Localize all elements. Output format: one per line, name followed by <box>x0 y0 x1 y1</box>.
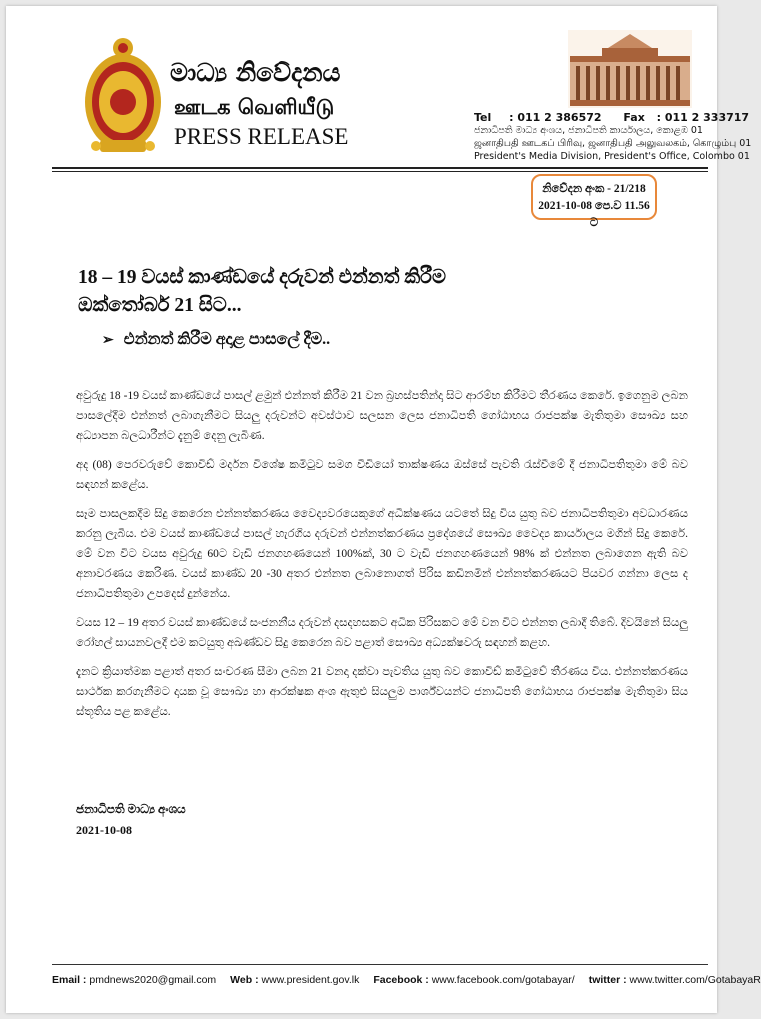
subheading <box>102 331 330 349</box>
email-link[interactable]: pmdnews2020@gmail.com <box>89 974 217 986</box>
footer-twitter: twitter : www.twitter.com/GotabayaR <box>588 974 761 986</box>
address-english: President's Media Division, President's Office, Colombo 01 <box>474 151 750 162</box>
headline-line-1: 18 – 19 වයස් කාණ්ඩයේ දරුවන් එන්නත් කිරීම <box>78 267 446 288</box>
facebook-link[interactable]: www.facebook.com/gotabayar/ <box>431 974 575 986</box>
twitter-link[interactable]: www.twitter.com/GotabayaR <box>629 974 761 986</box>
arrow-bullet-icon: ➢ <box>102 333 114 348</box>
subheading-text: එන්නත් කිරීම අදාළ පාසලේ දීම.. <box>123 331 331 348</box>
web-link[interactable]: www.president.gov.lk <box>261 974 360 986</box>
paragraph-2: අද (08) පෙරවරුවේ කොවිඩ් මර්දන විශේෂ කමිටුව සමග වීඩියෝ තාක්ෂණය ඔස්සේ පැවති රැස්වීමේ දී ජනාධිපතිතුමා මේ බව සඳහන් කළේය. <box>76 459 688 491</box>
headline <box>78 264 638 320</box>
headline-line-2: ඔක්තෝබර් 21 සිට... <box>78 295 242 316</box>
phone-fax-line: Tel : 011 2 386572 Fax : 011 2 333717 <box>474 111 750 124</box>
presidential-building-icon <box>568 30 692 108</box>
fax-number: : 011 2 333717 <box>656 111 750 124</box>
reference-box <box>531 174 657 229</box>
phone-number: : 011 2 386572 <box>509 111 602 124</box>
paragraph-3: සෑම පාසලකදීම සිදු කෙරෙන එන්නත්කරණය වෛද්‍යවරයෙකුගේ අධීක්ෂණය යටතේ සිදු විය යුතු බව ජනාධිපතිතුමා අවධාරණය කරනු ලැබීය. එම වයස් කාණ්ඩයේ පාසල් හැරගිය දරුවන් එන්නත්කරණය ප්‍රදේශයේ සෞඛ්‍ය වෛද්‍ය කාර්යාලය මගින් සිදු කෙරේ. මේ වන විට වයස අවුරුදු 60ට වැඩි ජනගහණයෙන් 100%ක්, 30 ට වැඩි ජනගහණයෙන් 98% ක් එන්නත ලබාගෙන ඇති බව අනාවරණය කෙරිණ. වයස් කාණ්ඩ 20 -30 අතර එන්නත ලබානොගත් පිරිස කඩිනමින් එන්නත්කරණයට පියවර ගන්නා ලෙස ද ජනාධිපතිතුමා උපදෙස් දුන්නේය. <box>76 508 688 600</box>
footer-facebook: Facebook : www.facebook.com/gotabayar/ <box>373 974 575 986</box>
footer-email: Email : pmdnews2020@gmail.com <box>52 974 217 986</box>
signature-block <box>76 799 186 841</box>
signature-date: 2021-10-08 <box>76 823 132 837</box>
title-tamil: ஊடக வெளியீடு <box>174 95 335 119</box>
title-english: PRESS RELEASE <box>174 124 349 149</box>
footer-divider <box>52 964 708 965</box>
paragraph-5: දැනට ක්‍රියාත්මක පළාත් අතර සංචරණ සීමා ලබන 21 වනදා දක්වා පැවතිය යුතු බව කොවිඩ් කමිටුවේ තීරණය විය. එන්නත්කරණය සාර්ථක කරගැනීමට දායක වූ සෞඛ්‍ය හා ආරක්ෂක අංශ ඇතුළු සියලුම පාර්ශ්වයන්ට ජනාධිපති ගෝඨාභය රාජපක්ෂ මැතිතුමා සිය ස්තූතිය පළ කළේය. <box>76 666 688 718</box>
article-body <box>76 386 688 731</box>
signature-office: ජනාධිපති මාධ්‍ය අංශය <box>76 802 186 816</box>
address-tamil: ஜனாதிபதி ஊடகப் பிரிவு, ஜனாதிபதி அலுவலகம், கொழும்பு 01 <box>474 138 752 149</box>
footer-web: Web : www.president.gov.lk <box>230 974 360 986</box>
reference-number: නිවේදන අංක - 21/218 <box>542 183 646 195</box>
reference-datetime: 2021-10-08 පෙ.ව 11.56 ට <box>538 200 650 229</box>
paragraph-4: වයස 12 – 19 අතර වයස් කාණ්ඩයේ සංජනනීය දරුවන් දසදහසකට අධික පිරිසකට මේ වන විට එන්නත ලබාදී තිබේ. දිවයිනේ සියලු රෝහල් සායනවලදී එම කටයුතු අඛණ්ඩව සිදු කෙරෙන බව පළාත් සෞඛ්‍ය අධ්‍යක්ෂවරු සඳහන් කළහ. <box>76 617 688 649</box>
address-sinhala: ජනාධිපති මාධ්‍ය අංශය, ජනාධිපති කාර්යාලය, කොළඹ 01 <box>474 125 703 136</box>
paragraph-1: අවුරුදු 18 -19 වයස් කාණ්ඩයේ පාසල් ළමුන් එන්නත් කිරීම 21 වන බ්‍රහස්පතින්දා සිට ආරම්භ කිරීමට තීරණය කෙරේ. ඉගෙනුම ලබන පාසලේදීම එන්නත් ලබාගැනීමට සියලු දරුවන්ට අවස්ථාව සලසන ලෙස ජනාධිපති ගෝඨාභය රාජපක්ෂ මැතිතුමා සෞඛ්‍ය සහ අධ්‍යාපන බලධාරීන්ට දැනුම් දෙනු ලැබිණ. <box>76 390 688 442</box>
footer <box>52 974 761 986</box>
contact-block <box>474 111 752 163</box>
header-divider-thin <box>52 171 708 172</box>
title-sinhala: මාධ්‍ය නිවේදනය <box>170 58 341 87</box>
sri-lanka-emblem-icon <box>82 36 164 154</box>
header-divider <box>52 167 708 169</box>
press-release-page <box>6 6 761 1013</box>
